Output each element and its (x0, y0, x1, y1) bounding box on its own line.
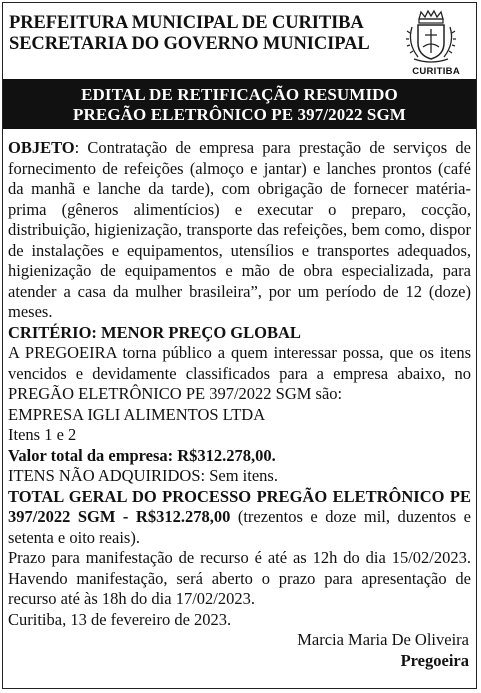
total-geral-paragraph (8, 487, 471, 549)
banner-title-line1: EDITAL DE RETIFICAÇÃO RESUMIDO (81, 85, 398, 104)
title-banner (3, 79, 476, 129)
pregoeira-paragraph: A PREGOEIRA torna público a quem interessar possa, que os itens vencidos e devidamente classificados para a empresa abaixo, no PREGÃO ELETRÔNICO PE 397/2022 SGM são: (8, 343, 471, 403)
valor-total-line: Valor total da empresa: R$312.278,00. (8, 445, 276, 465)
local-data-line: Curitiba, 13 de fevereiro de 2023. (8, 609, 232, 629)
criterio-line: CRITÉRIO: MENOR PREÇO GLOBAL (8, 322, 301, 342)
total-geral-rest: (trezentos e doze mil, duzentos e setenta e oito reais). (8, 507, 471, 547)
itens-line: Itens 1 e 2 (8, 425, 77, 444)
notice-frame (2, 2, 477, 689)
prazo-paragraph: Prazo para manifestação de recurso é até as 12h do dia 15/02/2023. Havendo manifestação, será aberto o prazo para apresentação de recurso até às 18h do dia 17/02/2023. (8, 548, 471, 608)
signatario-role: Pregoeira (400, 650, 469, 670)
secretaria-title: SECRETARIA DO GOVERNO MUNICIPAL (9, 34, 370, 54)
banner-title-line2: PREGÃO ELETRÔNICO PE 397/2022 SGM (73, 105, 406, 124)
prefeitura-title: PREFEITURA MUNICIPAL DE CURITIBA (9, 13, 364, 33)
objeto-text: : Contratação de empresa para prestação de serviços de fornecimento de refeições (almoço e jantar) e lanches prontos (café da manhã e lanche da tarde), com obrigação de fornecer matéria-prima (gêneros alimentícios) e executar o preparo, cocção, distribuição, higienização, transporte das refeições, bem como, dispor de instalações e equipamentos, utensílios e transportes adequados, higienização de equipamentos e mão de obra especializada, para atender a casa da mulher brasileira”, por um período de 12 (doze) meses. (8, 138, 471, 321)
crest-label: CURITIBA (412, 66, 460, 77)
objeto-paragraph (8, 138, 471, 323)
signatario-name: Marcia Maria De Oliveira (297, 630, 469, 649)
total-geral-bold: TOTAL GERAL DO PROCESSO PREGÃO ELETRÔNICO PE 397/2022 SGM - R$312.278,00 (8, 486, 471, 526)
itens-nao-adquiridos-line: ITENS NÃO ADQUIRIDOS: Sem itens. (8, 466, 278, 485)
notice-header (3, 3, 476, 79)
notice-body (3, 129, 476, 688)
objeto-label: OBJETO (8, 138, 75, 157)
empresa-line: EMPRESA IGLI ALIMENTOS LTDA (8, 404, 266, 424)
coat-of-arms-icon (404, 9, 458, 65)
